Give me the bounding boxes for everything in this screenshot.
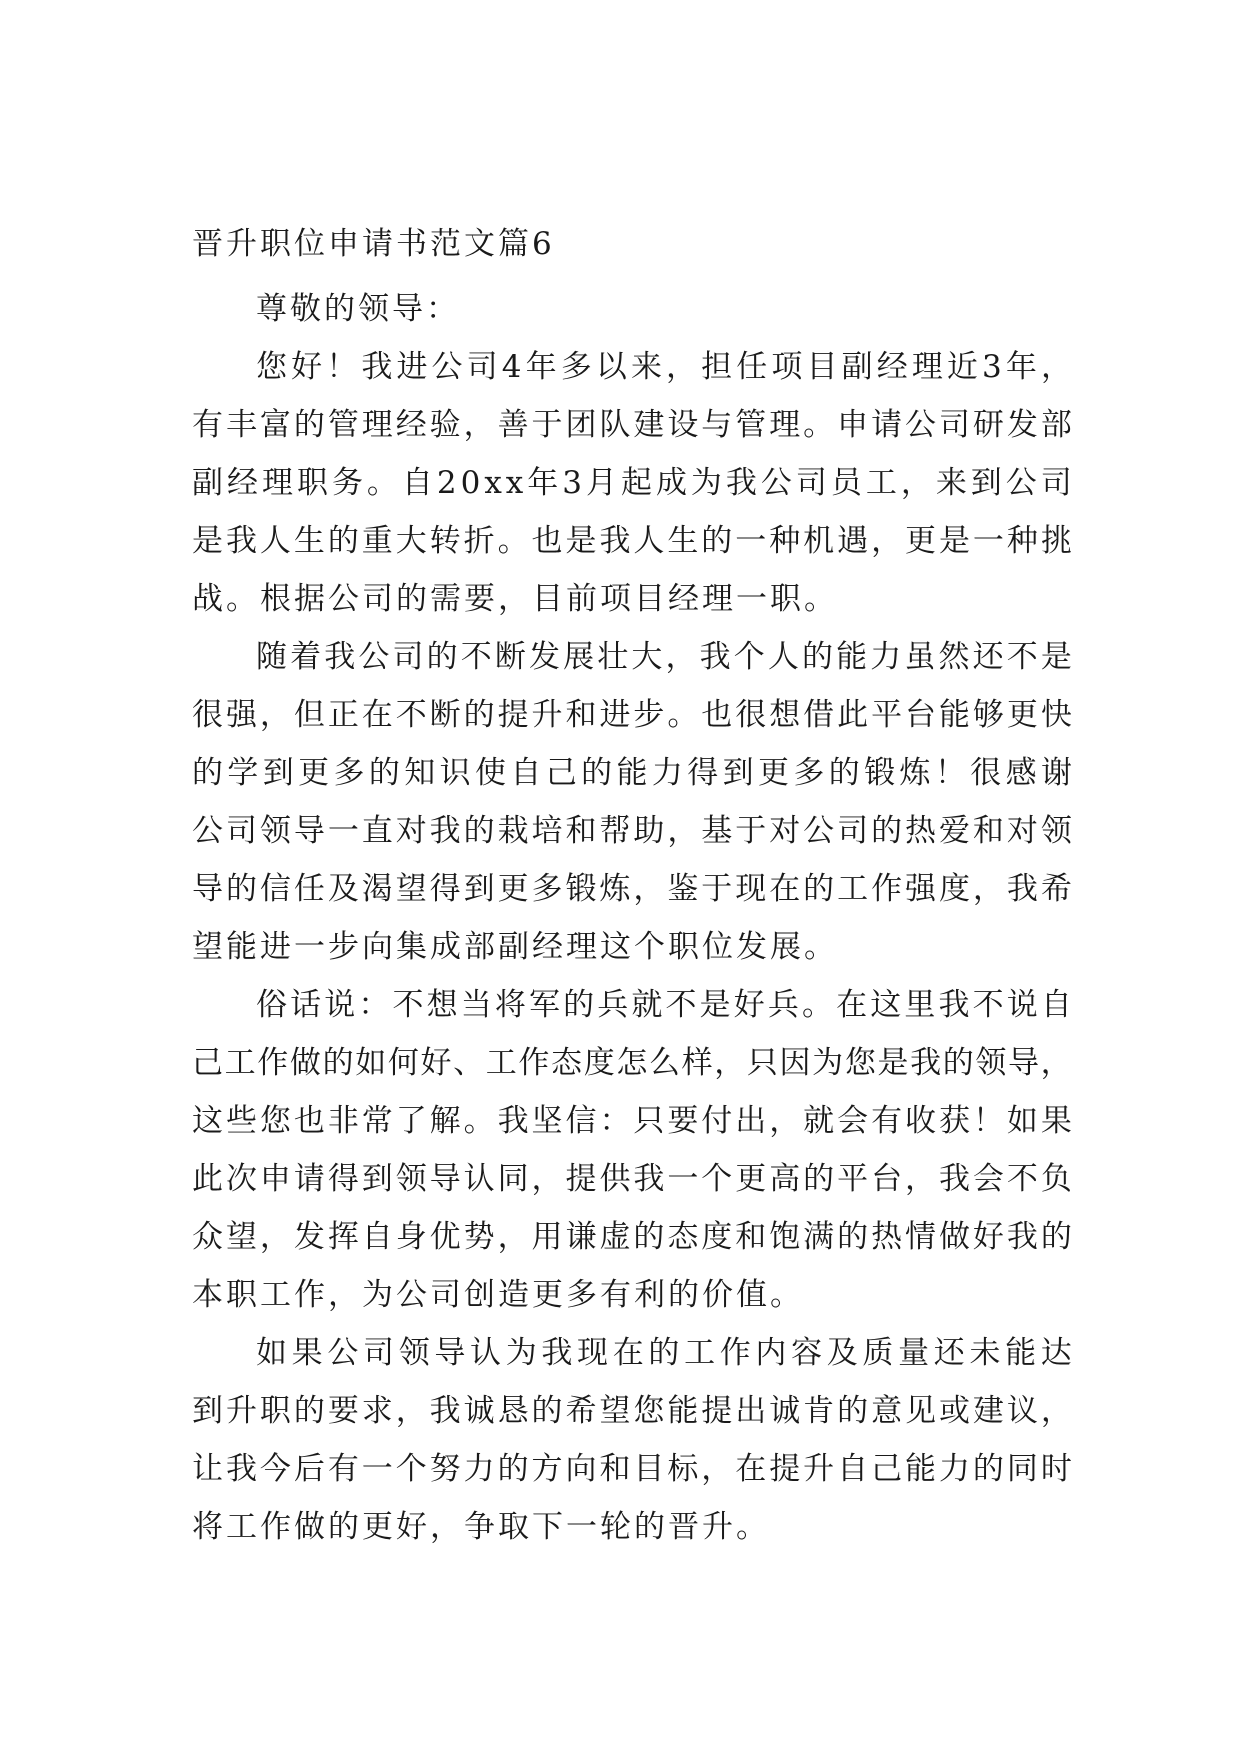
text-line: 公 司 领 导 一 直 对 我 的 栽 培 和 帮 助 ， 基 于 对 公 司 的 热 爱 和 对 领: [192, 813, 1072, 849]
text-line: 的 学 到 更 多 的 知 识 使 自 己 的 能 力 得 到 更 多 的 锻 炼 ！ 很 感 谢: [192, 755, 1072, 791]
text-line: 将工作做的更好，争取下一轮的晋升。: [192, 1509, 770, 1545]
text-line: 副 经 理 职 务 。 自 2 0 x x 年 3 月 起 成 为 我 公 司 员 工 ， 来 到 公 司: [192, 465, 1072, 501]
text-line: 如 果 公 司 领 导 认 为 我 现 在 的 工 作 内 容 及 质 量 还 未 能 达: [256, 1335, 1072, 1371]
text-line: 这 些 您 也 非 常 了 解 。 我 坚 信 ： 只 要 付 出 ， 就 会 有 收 获 ！ 如 果: [192, 1103, 1072, 1139]
salutation: 尊敬的领导：: [256, 291, 460, 327]
document-body: [192, 280, 1072, 1556]
text-line: 己 工 作 做 的 如 何 好 、 工 作 态 度 怎 么 样 ， 只 因 为 您 是 我 的 领 导 ，: [192, 1045, 1072, 1081]
text-line: 随 着 我 公 司 的 不 断 发 展 壮 大 ， 我 个 人 的 能 力 虽 然 还 不 是: [256, 639, 1072, 675]
text-line: 很 强 ， 但 正 在 不 断 的 提 升 和 进 步 。 也 很 想 借 此 平 台 能 够 更 快: [192, 697, 1072, 733]
text-line: 有 丰 富 的 管 理 经 验 ， 善 于 团 队 建 设 与 管 理 。 申 请 公 司 研 发 部: [192, 407, 1072, 443]
letter-text: [192, 338, 1072, 1556]
text-line: 导 的 信 任 及 渴 望 得 到 更 多 锻 炼 ， 鉴 于 现 在 的 工 作 强 度 ， 我 希: [192, 871, 1072, 907]
document-title: 晋升职位申请书范文篇6: [192, 226, 555, 262]
text-line: 俗 话 说 ： 不 想 当 将 军 的 兵 就 不 是 好 兵 。 在 这 里 我 不 说 自: [256, 987, 1072, 1023]
text-line: 战。根据公司的需要，目前项目经理一职。: [192, 581, 838, 617]
text-line: 让 我 今 后 有 一 个 努 力 的 方 向 和 目 标 ， 在 提 升 自 己 能 力 的 同 时: [192, 1451, 1072, 1487]
text-line: 望能进一步向集成部副经理这个职位发展。: [192, 929, 838, 965]
text-line: 您 好 ！ 我 进 公 司 4 年 多 以 来 ， 担 任 项 目 副 经 理 近 3 年 ，: [256, 349, 1072, 385]
text-line: 到 升 职 的 要 求 ， 我 诚 恳 的 希 望 您 能 提 出 诚 肯 的 意 见 或 建 议 ，: [192, 1393, 1072, 1429]
text-line: 此 次 申 请 得 到 领 导 认 同 ， 提 供 我 一 个 更 高 的 平 台 ， 我 会 不 负: [192, 1161, 1072, 1197]
text-line: 本职工作，为公司创造更多有利的价值。: [192, 1277, 804, 1313]
text-line: 是 我 人 生 的 重 大 转 折 。 也 是 我 人 生 的 一 种 机 遇 ， 更 是 一 种 挑: [192, 523, 1072, 559]
text-line: 众 望 ， 发 挥 自 身 优 势 ， 用 谦 虚 的 态 度 和 饱 满 的 热 情 做 好 我 的: [192, 1219, 1072, 1255]
